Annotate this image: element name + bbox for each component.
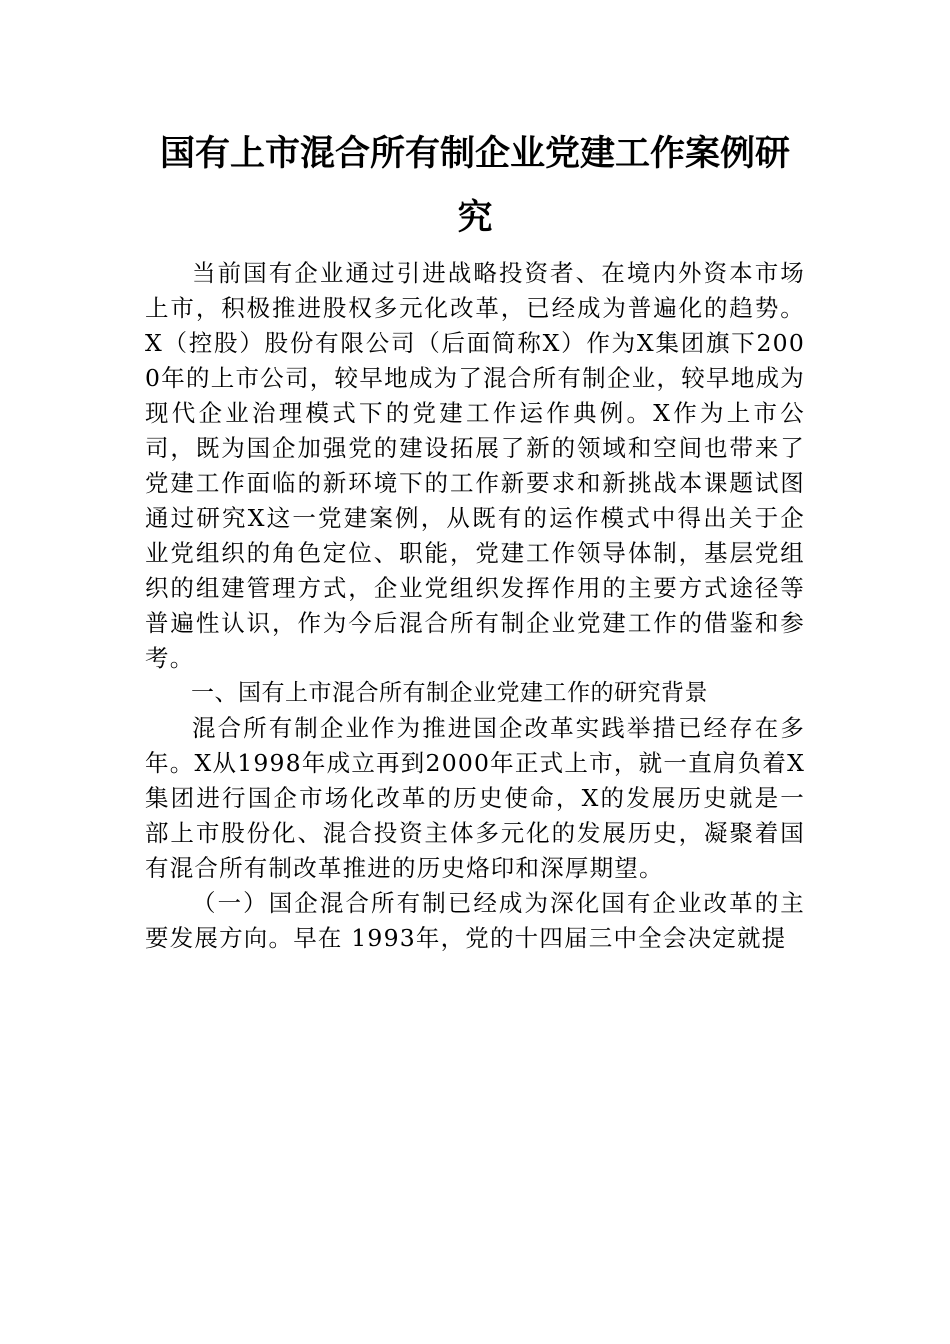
document-title: 国有上市混合所有制企业党建工作案例研究	[159, 134, 790, 238]
document-body	[145, 256, 805, 956]
intro-paragraph: 当前国有企业通过引进战略投资者、在境内外资本市场上市，积极推进股权多元化改革，已经成为普遍化的趋势。X（控股）股份有限公司（后面简称X）作为X集团旗下2000年的上市公司，较早地成为了混合所有制企业，较早地成为现代企业治理模式下的党建工作运作典例。X作为上市公司，既为国企加强党的建设拓展了新的领域和空间也带来了党建工作面临的新环境下的工作新要求和新挑战本课题试图通过研究X这一党建案例，从既有的运作模式中得出关于企业党组织的角色定位、职能，党建工作领导体制，基层党组织的组建管理方式，企业党组织发挥作用的主要方式途径等普遍性认识，作为今后混合所有制企业党建工作的借鉴和参考。	[145, 259, 805, 672]
subsection-paragraph: （一）国企混合所有制已经成为深化国有企业改革的主要发展方向。早在 1993年，党的十四届三中全会决定就提	[145, 889, 805, 952]
background-paragraph: 混合所有制企业作为推进国企改革实践举措已经存在多年。X从1998年成立再到2000年正式上市，就一直肩负着X集团进行国企市场化改革的历史使命，X的发展历史就是一部上市股份化、混合投资主体多元化的发展历史，凝聚着国有混合所有制改革推进的历史烙印和深厚期望。	[145, 714, 805, 882]
section-heading: 一、国有上市混合所有制企业党建工作的研究背景	[191, 680, 708, 706]
